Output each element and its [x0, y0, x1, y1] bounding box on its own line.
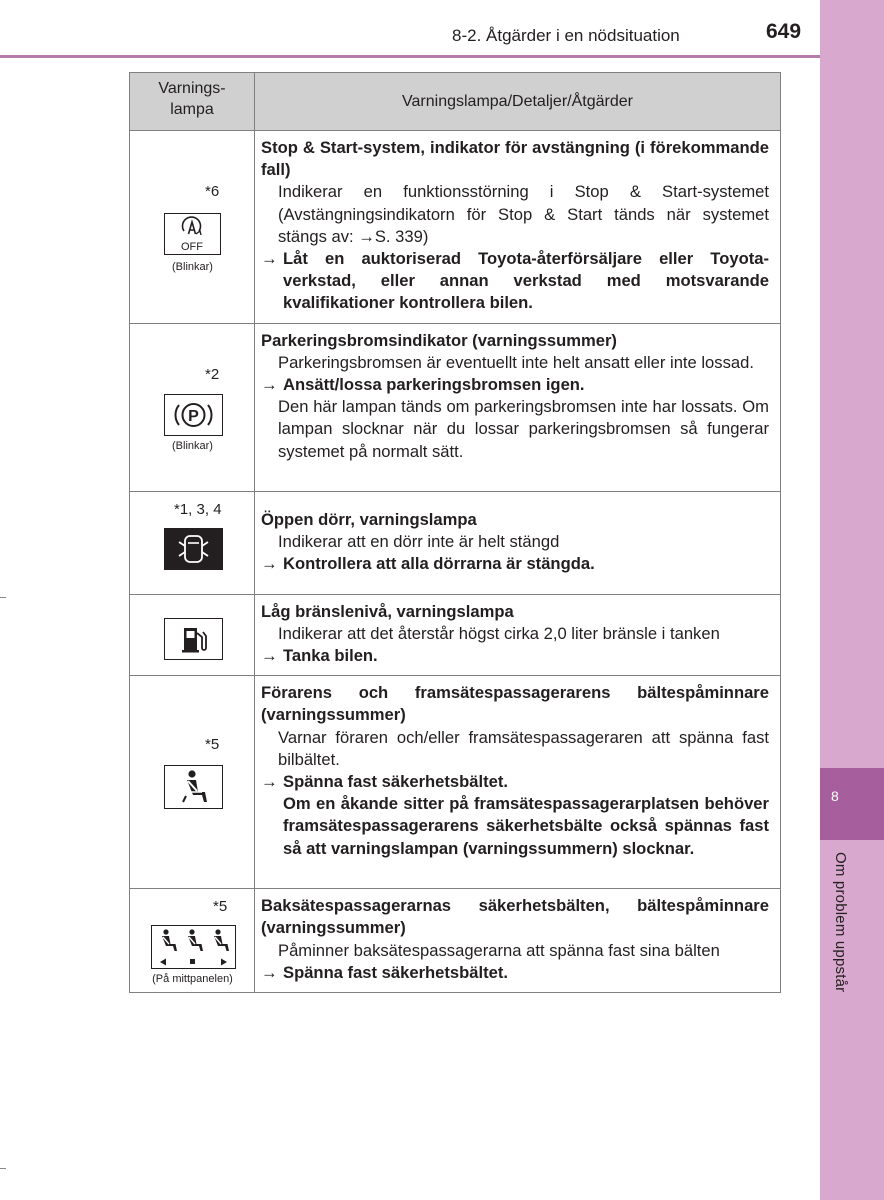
- crop-mark: [0, 1168, 6, 1169]
- table-row: [130, 323, 781, 491]
- lamp-cell: [130, 594, 255, 676]
- lamp-description: Parkeringsbromsen är eventuellt inte helt ansatt eller inte lossad.: [278, 352, 754, 372]
- arrow-icon: →: [261, 962, 278, 982]
- lamp-action: → Kontrollera att alla dörrarna är stängda.: [261, 553, 769, 575]
- lamp-title: Öppen dörr, varningslampa: [261, 509, 477, 529]
- lamp-caption: (Blinkar): [172, 261, 213, 273]
- details-cell: [255, 676, 781, 889]
- lamp-action-detail: Om en åkande sitter på framsätespassagerarplatsen behöver framsätespassagerarens säkerhetsbälte också spännas fast så att varningslampan (varningssummern) slocknar.: [283, 794, 769, 858]
- lamp-description: Indikerar att det återstår högst cirka 2,0 liter bränsle i tanken: [278, 623, 720, 643]
- details-cell: [255, 594, 781, 676]
- chapter-number: 8: [831, 788, 839, 804]
- lamp-description: Indikerar att en dörr inte är helt stängd: [278, 531, 560, 551]
- lamp-description: Varnar föraren och/eller framsätespassageraren att spänna fast bilbältet.: [278, 727, 769, 769]
- lamp-caption: (Blinkar): [172, 439, 213, 452]
- arrow-icon: →: [261, 772, 278, 792]
- side-tab-bar: [820, 0, 884, 1200]
- table-row: [130, 594, 781, 676]
- section-title: 8-2. Åtgärder i en nödsituation: [452, 26, 680, 45]
- arrow-icon: →: [261, 375, 278, 395]
- details-cell: [255, 491, 781, 594]
- lamp-description: Indikerar en funktionsstörning i Stop & Start-systemet (Avstängningsindikatorn för Stop & Start tänds när systemet stängs av: →S. 339): [278, 182, 769, 246]
- fuel-pump-icon: [164, 618, 223, 660]
- lamp-cell: [130, 491, 255, 594]
- lamp-action: → Låt en auktoriserad Toyota-återförsäljare eller Toyota-verkstad, eller annan verkstad med motsvarande kvalifikationer kontrollera bilen.: [261, 249, 769, 313]
- svg-text:OFF: OFF: [181, 241, 203, 253]
- footnote-mark: *1, 3, 4: [174, 500, 222, 518]
- details-cell: [255, 323, 781, 491]
- lamp-title: Låg bränslenivå, varningslampa: [261, 601, 514, 621]
- table-header-row: [130, 73, 781, 131]
- lamp-title: Baksätespassagerarnas säkerhetsbälten, bältespåminnare (varningssummer): [261, 896, 769, 938]
- details-cell: [255, 889, 781, 993]
- lamp-cell: [130, 323, 255, 491]
- footnote-mark: *6: [205, 183, 220, 200]
- seatbelt-icon: [164, 765, 223, 809]
- lamp-cell: [130, 676, 255, 889]
- lamp-note: Den här lampan tänds om parkeringsbromsen inte har lossats. Om lampan slocknar när du lossar parkeringsbromsen så fungerar systemet på normalt sätt.: [278, 397, 769, 461]
- footnote-mark: *2: [205, 365, 220, 383]
- arrow-icon: →: [261, 554, 278, 574]
- lamp-action: → Ansätt/lossa parkeringsbromsen igen.: [261, 374, 769, 396]
- lamp-caption: (På mittpanelen): [152, 973, 233, 986]
- table-row: [130, 491, 781, 594]
- lamp-action: → Tanka bilen.: [261, 645, 769, 667]
- table-row: [130, 131, 781, 324]
- svg-text:P: P: [188, 407, 199, 425]
- door-open-icon: [164, 528, 223, 570]
- table-row: [130, 676, 781, 889]
- header-rule: [0, 55, 820, 58]
- footnote-mark: *5: [205, 736, 220, 754]
- chapter-title: Om problem uppstår: [832, 852, 849, 993]
- stop-start-off-icon: [164, 213, 221, 255]
- footnote-mark: *5: [213, 898, 228, 916]
- crop-mark: [0, 597, 6, 598]
- col-header-lamp: Varnings- lampa: [130, 73, 255, 131]
- details-cell: [255, 131, 781, 324]
- lamp-title: Stop & Start-system, indikator för avstängning (i förekommande fall): [261, 138, 769, 180]
- arrow-icon: →: [261, 646, 278, 666]
- lamp-title: Parkeringsbromsindikator (varningssummer): [261, 330, 617, 350]
- arrow-icon: →: [261, 249, 278, 269]
- rear-seatbelts-icon: [151, 925, 236, 969]
- lamp-action: → Spänna fast säkerhetsbältet.: [261, 962, 769, 984]
- chapter-tab: [820, 768, 884, 840]
- table-row: [130, 889, 781, 993]
- parking-brake-icon: [164, 394, 223, 436]
- col-header-details: Varningslampa/Detaljer/Åtgärder: [255, 73, 781, 131]
- lamp-cell: [130, 131, 255, 324]
- warning-lamp-table: [129, 72, 781, 993]
- lamp-title: Förarens och framsätespassagerarens bältespåminnare (varningssummer): [261, 683, 769, 725]
- lamp-action: → Spänna fast säkerhetsbältet.: [261, 771, 769, 793]
- lamp-cell: [130, 889, 255, 993]
- lamp-description: Påminner baksätespassagerarna att spänna fast sina bälten: [278, 940, 720, 960]
- page-number: 649: [766, 20, 802, 43]
